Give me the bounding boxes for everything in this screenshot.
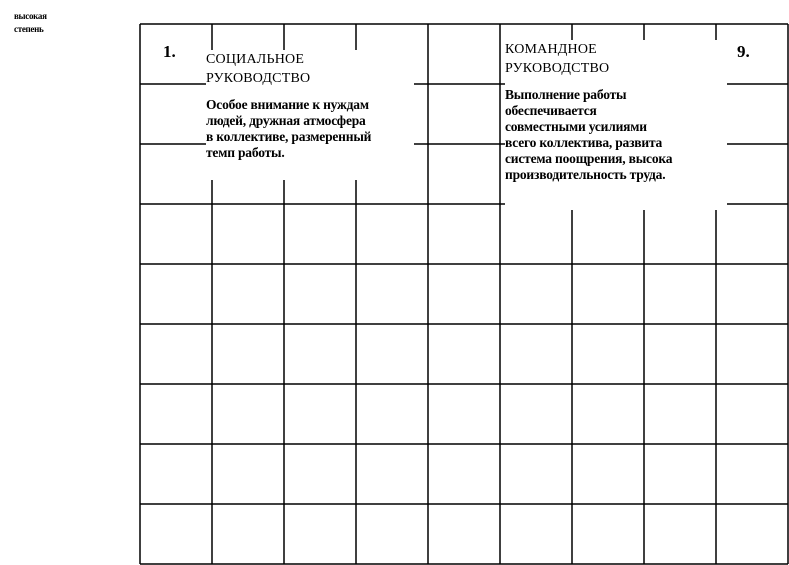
team-leadership-desc-line: система поощрения, высока <box>505 151 673 166</box>
team-leadership-desc-line: совместными усилиями <box>505 119 647 134</box>
team-leadership-title-line: РУКОВОДСТВО <box>505 61 610 76</box>
team-leadership-title <box>505 40 727 78</box>
social-leadership-box <box>206 50 414 180</box>
cell-number-1: 1. <box>163 42 176 61</box>
team-leadership-desc-line: производительность труда. <box>505 167 666 182</box>
social-leadership-description <box>206 97 414 161</box>
social-leadership-title-line: РУКОВОДСТВО <box>206 71 311 86</box>
social-leadership-desc-line: темп работы. <box>206 145 285 160</box>
social-leadership-desc-line: в коллективе, размеренный <box>206 129 372 144</box>
cell-number-9: 9. <box>737 42 750 61</box>
social-leadership-desc-line: людей, дружная атмосфера <box>206 113 366 128</box>
team-leadership-desc-line: Выполнение работы <box>505 87 627 102</box>
axis-label-line-1: высокая <box>14 11 47 21</box>
social-leadership-title <box>206 50 414 88</box>
social-leadership-title-line: СОЦИАЛЬНОЕ <box>206 52 305 67</box>
team-leadership-box <box>505 40 727 210</box>
axis-label-line-2: степень <box>14 24 44 34</box>
team-leadership-desc-line: всего коллектива, развита <box>505 135 663 150</box>
team-leadership-title-line: КОМАНДНОЕ <box>505 42 597 57</box>
social-leadership-desc-line: Особое внимание к нуждам <box>206 97 369 112</box>
team-leadership-desc-line: обеспечивается <box>505 103 597 118</box>
team-leadership-description <box>505 87 727 183</box>
